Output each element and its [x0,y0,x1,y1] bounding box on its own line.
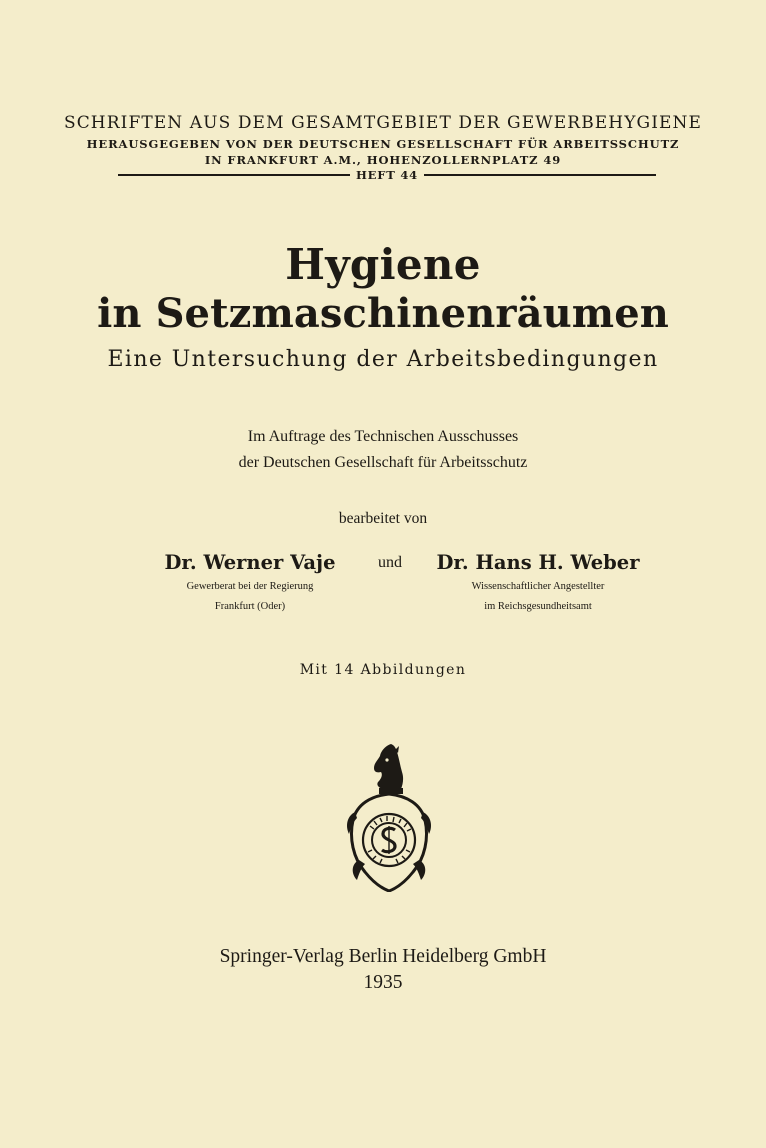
edited-by: bearbeitet von [338,510,428,527]
author-weber [418,551,658,614]
rule-left [118,174,350,176]
illustrations-note: Mit 14 Abbildungen [299,662,467,678]
commission-line2: der Deutschen Gesellschaft für Arbeitsschutz [238,454,528,471]
author-affiliation: Wissenschaftlicher Angestellter [471,581,605,592]
subtitle: Eine Untersuchung der Arbeitsbedingungen [107,347,659,372]
author-name: Dr. Hans H. Weber [436,551,640,574]
rule-right [424,174,656,176]
main-title-line1: Hygiene [285,240,481,289]
series-address: IN FRANKFURT A.M., HOHENZOLLERNPLATZ 49 [204,153,562,167]
author-affiliation: im Reichsgesundheitsamt [484,601,592,612]
commission-line1: Im Auftrage des Technischen Ausschusses [247,428,519,445]
issue-rule [118,166,656,184]
series-editor: HERAUSGEGEBEN VON DER DEUTSCHEN GESELLSCHAFT FÜR ARBEITSSCHUTZ [86,137,680,151]
author-name: Dr. Werner Vaje [164,551,336,574]
springer-knight-emblem-icon [341,742,437,892]
issue-number: HEFT 44 [356,168,418,182]
author-affiliation: Gewerberat bei der Regierung [186,581,314,592]
conjunction: und [378,554,402,571]
publisher: Springer-Verlag Berlin Heidelberg GmbH [219,946,547,967]
author-vaje [130,551,370,614]
publication-year: 1935 [363,972,403,993]
series-title: SCHRIFTEN AUS DEM GESAMTGEBIET DER GEWERBEHYGIENE [63,113,703,133]
author-affiliation: Frankfurt (Oder) [214,601,286,612]
main-title-line2: in Setzmaschinenräumen [97,290,669,337]
